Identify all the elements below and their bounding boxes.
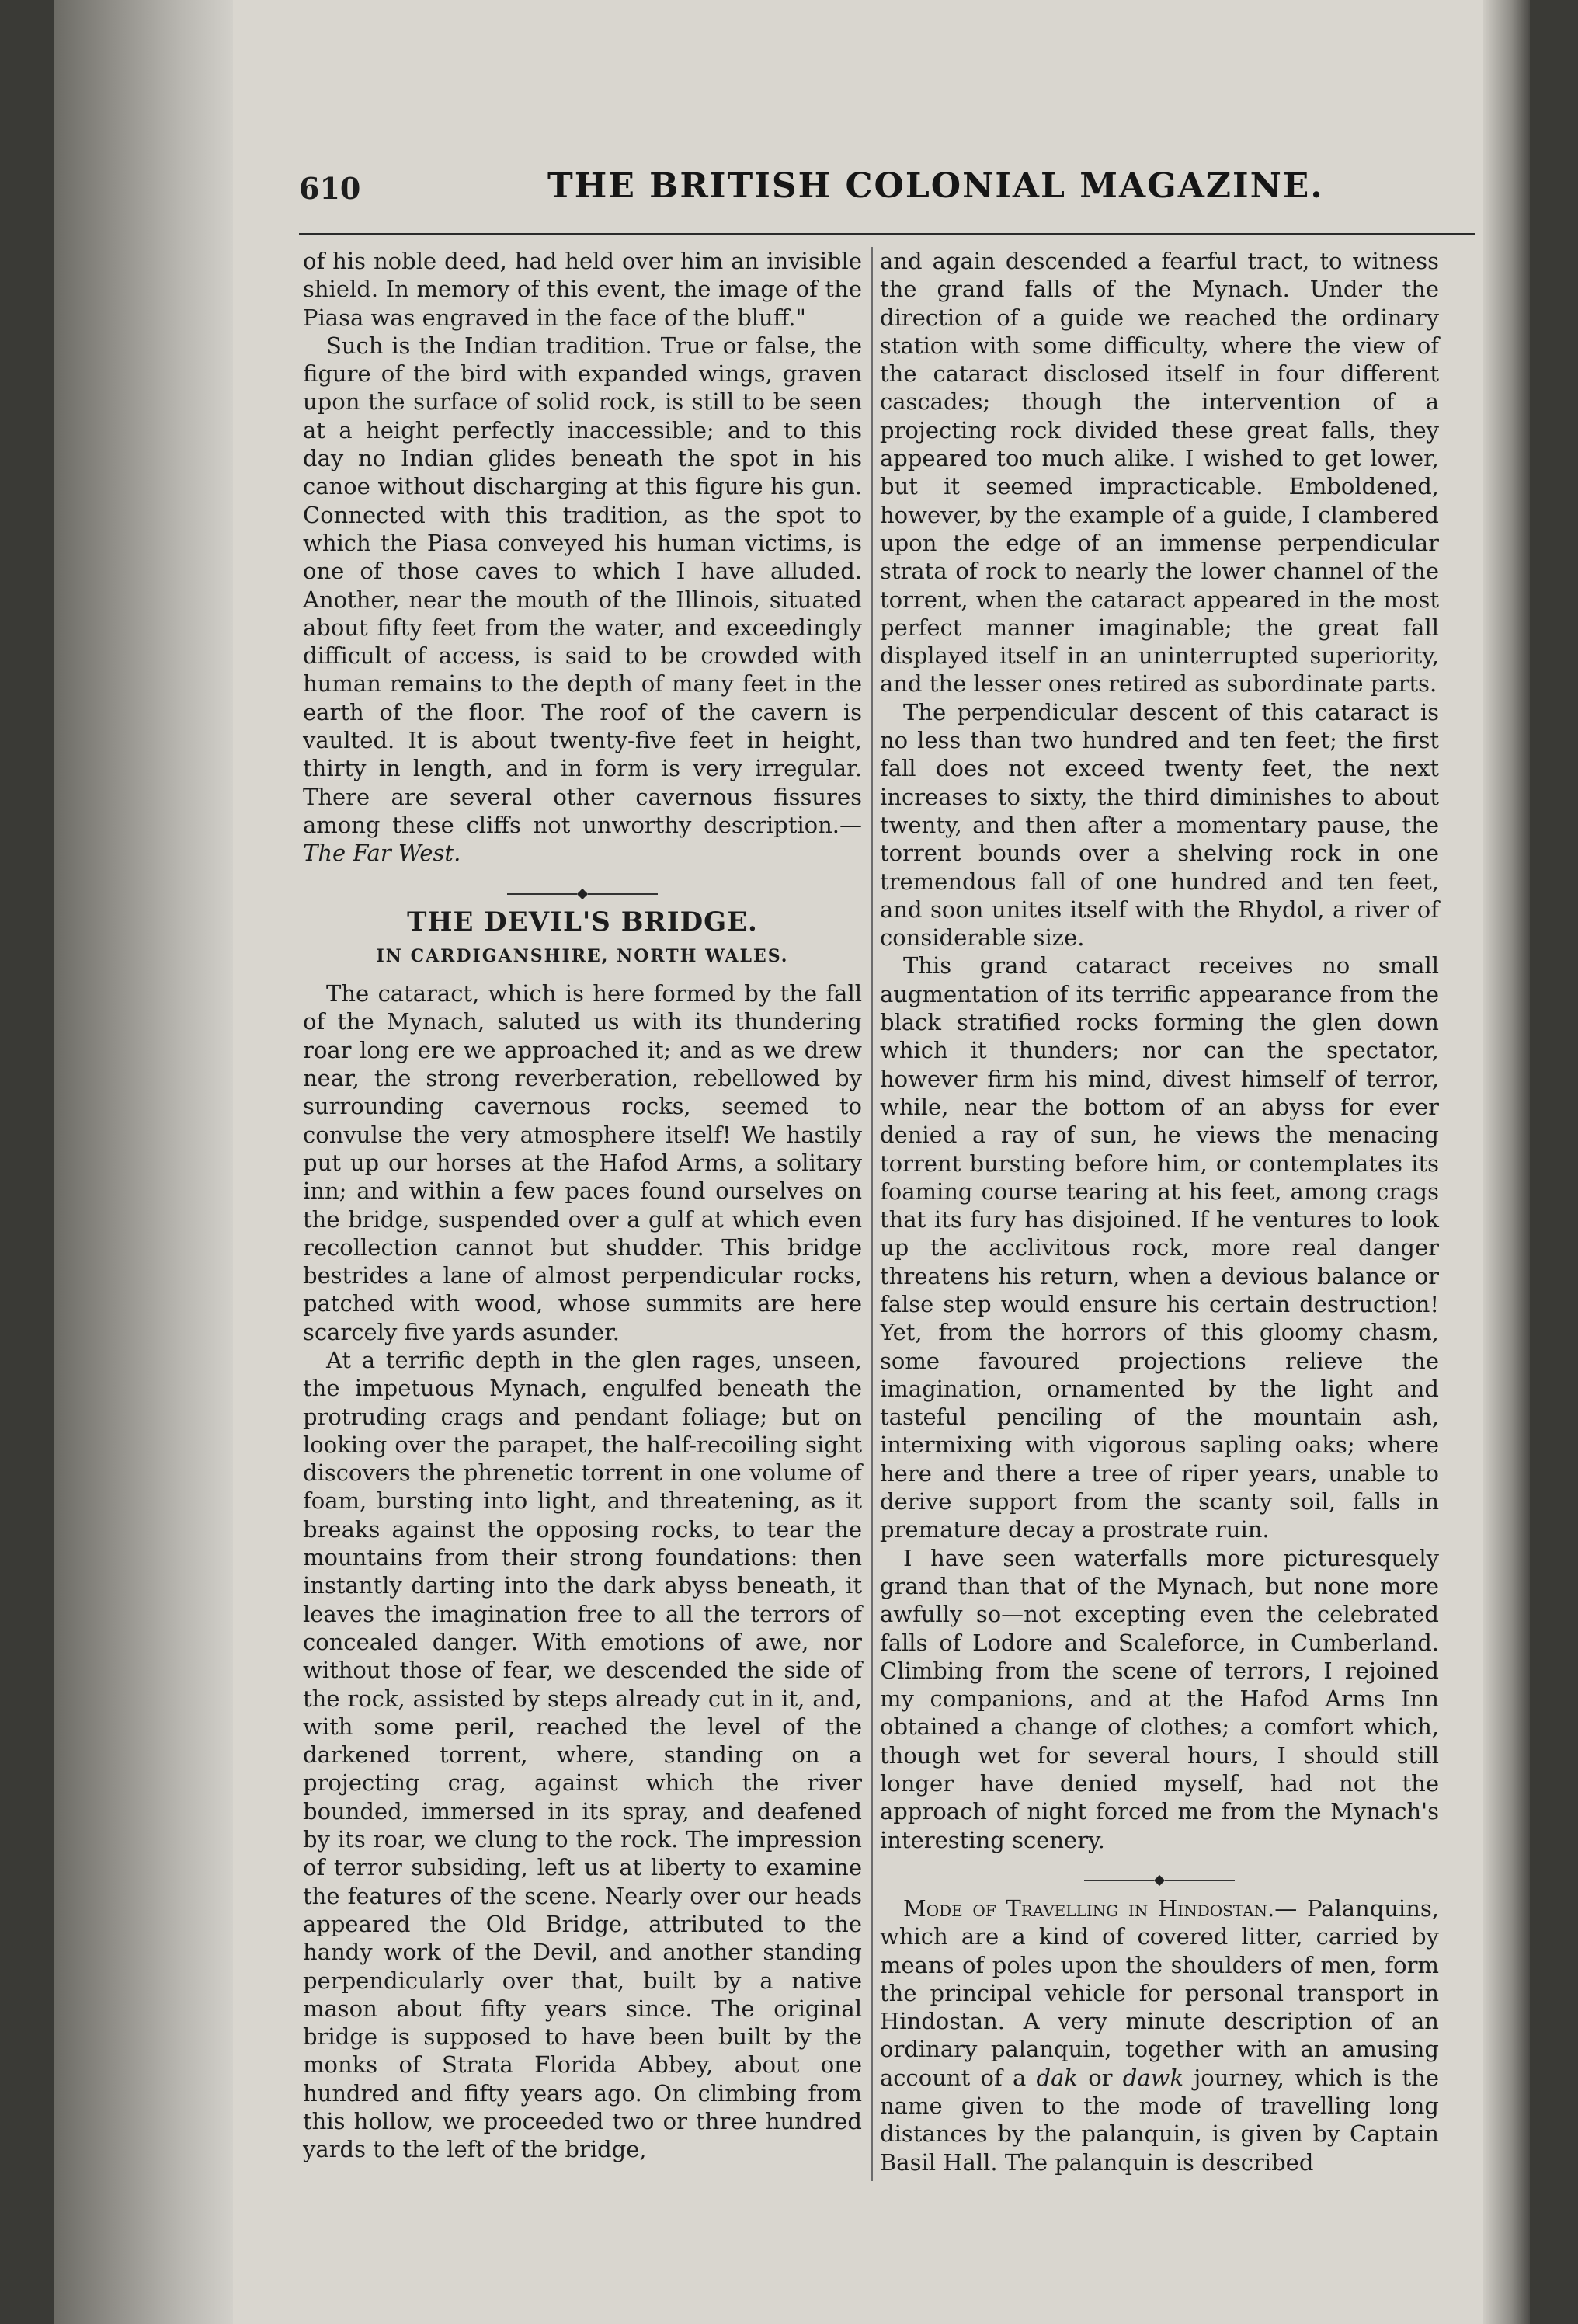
paragraph: I have seen waterfalls more picturesquely grand than that of the Mynach, but none more awfully so—not excepting even the celebrated falls of Lodore and Scaleforce, in Cumberland. Climbing from the scene of terrors, I rejoined my companions, and at the Hafod Arms Inn obtained a change of clothes; a comfort which, though wet for several hours, I should still longer have denied myself, had not the approach of night forced me from the Mynach's interesting scenery. — [880, 1544, 1439, 1853]
section-separator — [880, 1865, 1439, 1880]
page-number: 610 — [299, 171, 361, 206]
column-divider — [871, 247, 873, 2181]
paragraph: At a terrific depth in the glen rages, unseen, the impetuous Mynach, engulfed beneath the protruding crags and pendant foliage; but on looking over the parapet, the half-recoiling sight discovers the phrenetic torrent in one volume of foam, bursting into light, and threatening, as it breaks against the opposing rocks, to tear the mountains from their strong foundations: then instantly darting into the dark abyss beneath, it leaves the imagination free to all the terrors of concealed danger. With emotions of awe, nor without those of fear, we descended the side of the rock, assisted by steps already cut in it, and, with some peril, reached the level of the darkened torrent, where, standing on a projecting crag, against which the river bounded, immersed in its spray, and deafened by its roar, we clung to the rock. The impression of terror subsiding, left us at liberty to examine the features of the scene. Nearly over our heads appeared the Old Bridge, attributed to the handy work of the Devil, and another standing perpendicularly over that, built by a native mason about fifty years since. The original bridge is supposed to have been built by the monks of Strata Florida Abbey, about one hundred and fifty years ago. On climbing from this hollow, we proceeded two or three hundred yards to the left of the bridge, — [303, 1346, 862, 2163]
italic-term: dak — [1036, 2064, 1078, 2091]
paragraph-text: or — [1077, 2064, 1123, 2091]
paragraph-text: Such is the Indian tradition. True or false, the figure of the bird with expanded wings, graven upon the surface of solid rock, is still to be seen at a height perfectly inaccessible; and to this day no Indian glides beneath the spot in his canoe without discharging at this figure his gun. Connected with this tradition, as the spot to which the Piasa conveyed his human victims, is one of those caves to which I have alluded. Another, near the mouth of the Illinois, situated about fifty feet from the water, and exceedingly difficult of access, is said to be crowded with human remains to the depth of many feet in the earth of the floor. The roof of the cavern is vaulted. It is about twenty-five feet in height, thirty in length, and in form is very irregular. There are several other cavernous fissures among these cliffs not unworthy description.— — [303, 332, 862, 838]
paragraph-text: — Palanquins, which are a kind of covered litter, carried by means of poles upon the shoulders of men, form the principal vehicle for personal transport in Hindostan. A very minute description of an ordinary palanquin, together with an amusing account of a — [880, 1894, 1439, 2091]
paragraph — [303, 332, 862, 868]
paragraph-text: journey, which is the name given to the mode of travelling long distances by the palanquin, is given by Captain Basil Hall. The palanquin is described — [880, 2064, 1439, 2176]
section-separator — [303, 878, 862, 894]
italic-term: dawk — [1122, 2064, 1184, 2091]
magazine-title: THE BRITISH COLONIAL MAGAZINE. — [547, 166, 1324, 206]
paragraph — [880, 1894, 1439, 2176]
article-title: THE DEVIL'S BRIDGE. — [407, 906, 758, 938]
book-binding-shadow — [54, 0, 233, 2324]
running-header — [299, 163, 1479, 217]
runin-title: Mode of Travelling in Hindostan. — [903, 1894, 1275, 1922]
source-citation: The Far West. — [303, 840, 461, 867]
paragraph: The perpendicular descent of this cataract is no less than two hundred and ten feet; the first fall does not exceed twenty feet, the next increases to sixty, the third diminishes to about twenty, and then after a momentary pause, the torrent bounds over a shelving rock in one tremendous fall of one hundred and ten feet, and soon unites itself with the Rhydol, a river of considerable size. — [880, 698, 1439, 952]
page-edge-shadow — [1483, 0, 1530, 2324]
paragraph: and again descended a fearful tract, to witness the grand falls of the Mynach. Under the direction of a guide we reached the ordinary station with some difficulty, where the view of the cataract disclosed itself in four different cascades; though the intervention of a projecting rock divided these great falls, they appeared too much alike. I wished to get lower, but it seemed impracticable. Emboldened, however, by the example of a guide, I clambered upon the edge of an immense perpendicular strata of rock to nearly the lower channel of the torrent, when the cataract appeared in the most perfect manner imaginable; the great fall displayed itself in an uninterrupted superiority, and the lesser ones retired as subordinate parts. — [880, 248, 1439, 698]
paragraph: of his noble deed, had held over him an invisible shield. In memory of this event, the image of the Piasa was engraved in the face of the bluff." — [303, 248, 862, 331]
paragraph: This grand cataract receives no small augmentation of its terrific appearance from the black stratified rocks forming the glen down which it thunders; nor can the spectator, however firm his mind, divest himself of terror, while, near the bottom of an abyss for ever denied a ray of sun, he views the menacing torrent bursting before him, or contemplates its foaming course tearing at his feet, among crags that its fury has disjoined. If he ventures to look up the acclivitous rock, more real danger threatens his return, when a devious balance or false step would ensure his certain destruction! Yet, from the horrors of this gloomy chasm, some favoured projections relieve the imagination, ornamented by the light and tasteful penciling of the mountain ash, intermixing with vigorous sapling oaks; where here and there a tree of riper years, unable to derive support from the scanty soil, falls in premature decay a prostrate ruin. — [880, 952, 1439, 1543]
paragraph: The cataract, which is here formed by the fall of the Mynach, saluted us with its thundering roar long ere we approached it; and as we drew near, the strong reverberation, rebellowed by surrounding cavernous rocks, seemed to convulse the very atmosphere itself! We hastily put up our horses at the Hafod Arms, a solitary inn; and within a few paces found ourselves on the bridge, suspended over a gulf at which even recollection cannot but shudder. This bridge bestrides a lane of almost perpendicular rocks, patched with wood, whose summits are here scarcely five yards asunder. — [303, 980, 862, 1345]
left-column — [303, 247, 862, 2164]
article-subtitle: IN CARDIGANSHIRE, NORTH WALES. — [376, 945, 789, 966]
header-rule — [299, 233, 1475, 235]
right-column — [880, 247, 1439, 2176]
